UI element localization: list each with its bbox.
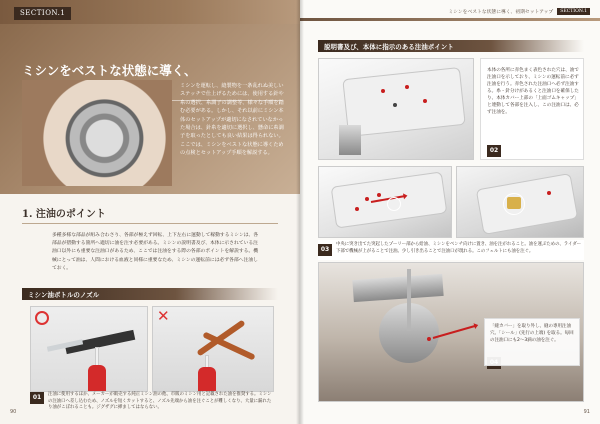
header-rule bbox=[300, 18, 600, 21]
red-dot-icon bbox=[547, 191, 551, 195]
caption-text-03: 中央に突き出てた突起したプーリー部から給油、ミシンをベンチ向けに置き、油を注がれること。油を運ぶための、ライダー下部で機械が上がることで注油。少し引き出ることで注油口が現れる。このフェルトにも油を注ぐ。 bbox=[336, 242, 582, 254]
red-dot-icon bbox=[377, 193, 381, 197]
circle-mark-icon bbox=[35, 311, 49, 325]
red-dot-icon bbox=[355, 207, 359, 211]
section-tag: SECTION.1 bbox=[14, 7, 71, 20]
caption-number: 01 bbox=[30, 392, 44, 404]
caption-band-03 bbox=[318, 240, 584, 260]
photo-bad-nozzle bbox=[152, 306, 274, 392]
red-arrow-icon bbox=[433, 325, 476, 339]
oil-bottle bbox=[198, 367, 216, 392]
caption-box-02 bbox=[480, 58, 584, 160]
presser-bar bbox=[352, 274, 443, 302]
needle bbox=[407, 269, 411, 331]
running-header-text: ミシンをベストな状態に導く、初期セットアップ bbox=[448, 9, 554, 15]
section-heading-box bbox=[22, 200, 278, 224]
caption-text-02: 本体の各所に赤色まく表色された穴は、油で注油口を示しており、ミシンの運転前に必ず注油を行う。赤色された注油口へ必ず注油する。糸・針分けがあるくと注油口を確保したり、本体カバー上部の「上面ゴムキャップ」と連動して各部を注入し、この注油口は、必ず注油を。 bbox=[487, 68, 579, 115]
photo-machine-side bbox=[318, 166, 452, 238]
red-dot-icon bbox=[427, 337, 431, 341]
highlight-circle bbox=[387, 197, 401, 211]
highlight-circle bbox=[503, 193, 525, 215]
subheading-label: 説明書及び、本体に指示のある注油ポイント bbox=[324, 43, 454, 51]
photo-machine-head-top bbox=[318, 58, 474, 160]
caption-number-03: 03 bbox=[318, 244, 332, 256]
title-line-1: ミシンをベストな状態に導く、 bbox=[22, 63, 197, 78]
body-paragraph: 多種多様な部品が組み合わさり、各部が極えず回転、上下左右に運動して稼動するミシンは、各部品が摺動する箇所へ適切に油を注す必要がある。ミシンの説明書及び、本体に示されている注油口以外にも重要な注油口があるため、ここでは注油をする際の各部のポイントを解説する。機械にとって油は、人間における血液と同様に重要なため、ミシンの運転前には必ず各部へ注油しておく。 bbox=[52, 233, 259, 271]
photo-machine-tilted bbox=[456, 166, 584, 238]
needle-bar bbox=[339, 125, 361, 155]
caption-number-02: 02 bbox=[487, 145, 501, 157]
subheading-bar bbox=[318, 40, 584, 52]
caption-text: 注油に使用するほか、メーカーが販売する純正ミシン油の他、市販のミシン用と記載された油を推奨する。ミシンの注油口へ差し込むため、ノズルを短くカットすると、ノズル先端から油を注ぐことが難しくなり、大量に漏れたり油がこぼれることも。ジグザグに挿ましてはならない。 bbox=[48, 392, 272, 411]
page-number: 91 bbox=[583, 409, 590, 415]
machine-body-tilted bbox=[476, 173, 579, 235]
photo-good-nozzle bbox=[30, 306, 148, 392]
subheading-bar bbox=[22, 288, 278, 300]
running-header bbox=[448, 6, 590, 16]
screw bbox=[393, 103, 397, 107]
caption-text-04: 「縫カバー」を取り外し、縫の専用注油穴。「シール」(先行の上端) を取る。毎回の注油口にも2〜3滴の油を注ぐ。 bbox=[490, 324, 574, 343]
red-dot-icon bbox=[423, 99, 427, 103]
caption-box-04 bbox=[484, 318, 580, 366]
red-dot-icon bbox=[381, 89, 385, 93]
right-page bbox=[300, 0, 600, 424]
gutter-shadow bbox=[296, 0, 304, 424]
subheading-label: ミシン油ボトルのノズル bbox=[28, 291, 100, 299]
running-header-tag: SECTION.1 bbox=[557, 8, 590, 15]
cross-mark-icon: ✕ bbox=[157, 307, 170, 325]
red-dot-icon bbox=[405, 85, 409, 89]
section-heading: 1. 注油のポイント bbox=[22, 209, 106, 220]
red-dot-icon bbox=[365, 197, 369, 201]
page-number: 90 bbox=[10, 409, 17, 415]
section-band bbox=[0, 0, 300, 24]
hero-intro-text: ミシンを運転し、縫製物を一条乱れぬ美しいステッチで仕上げるためには、使用する針や糸の選択、糸調子の調整等、様々な手順を踏む必要がある。しかし、それ以前にミシン本体のセットアップが適切になされていなかった場合は、針糸を適切に選択し、懸命に糸調子を取ったとしても良い結果は得られない。ここでは、ミシンをベストな状態に導くための点検とセットアップ手順を解説する。 bbox=[180, 83, 284, 157]
oil-bottle bbox=[88, 365, 106, 392]
hero-photo-rotary-hook bbox=[22, 80, 172, 186]
